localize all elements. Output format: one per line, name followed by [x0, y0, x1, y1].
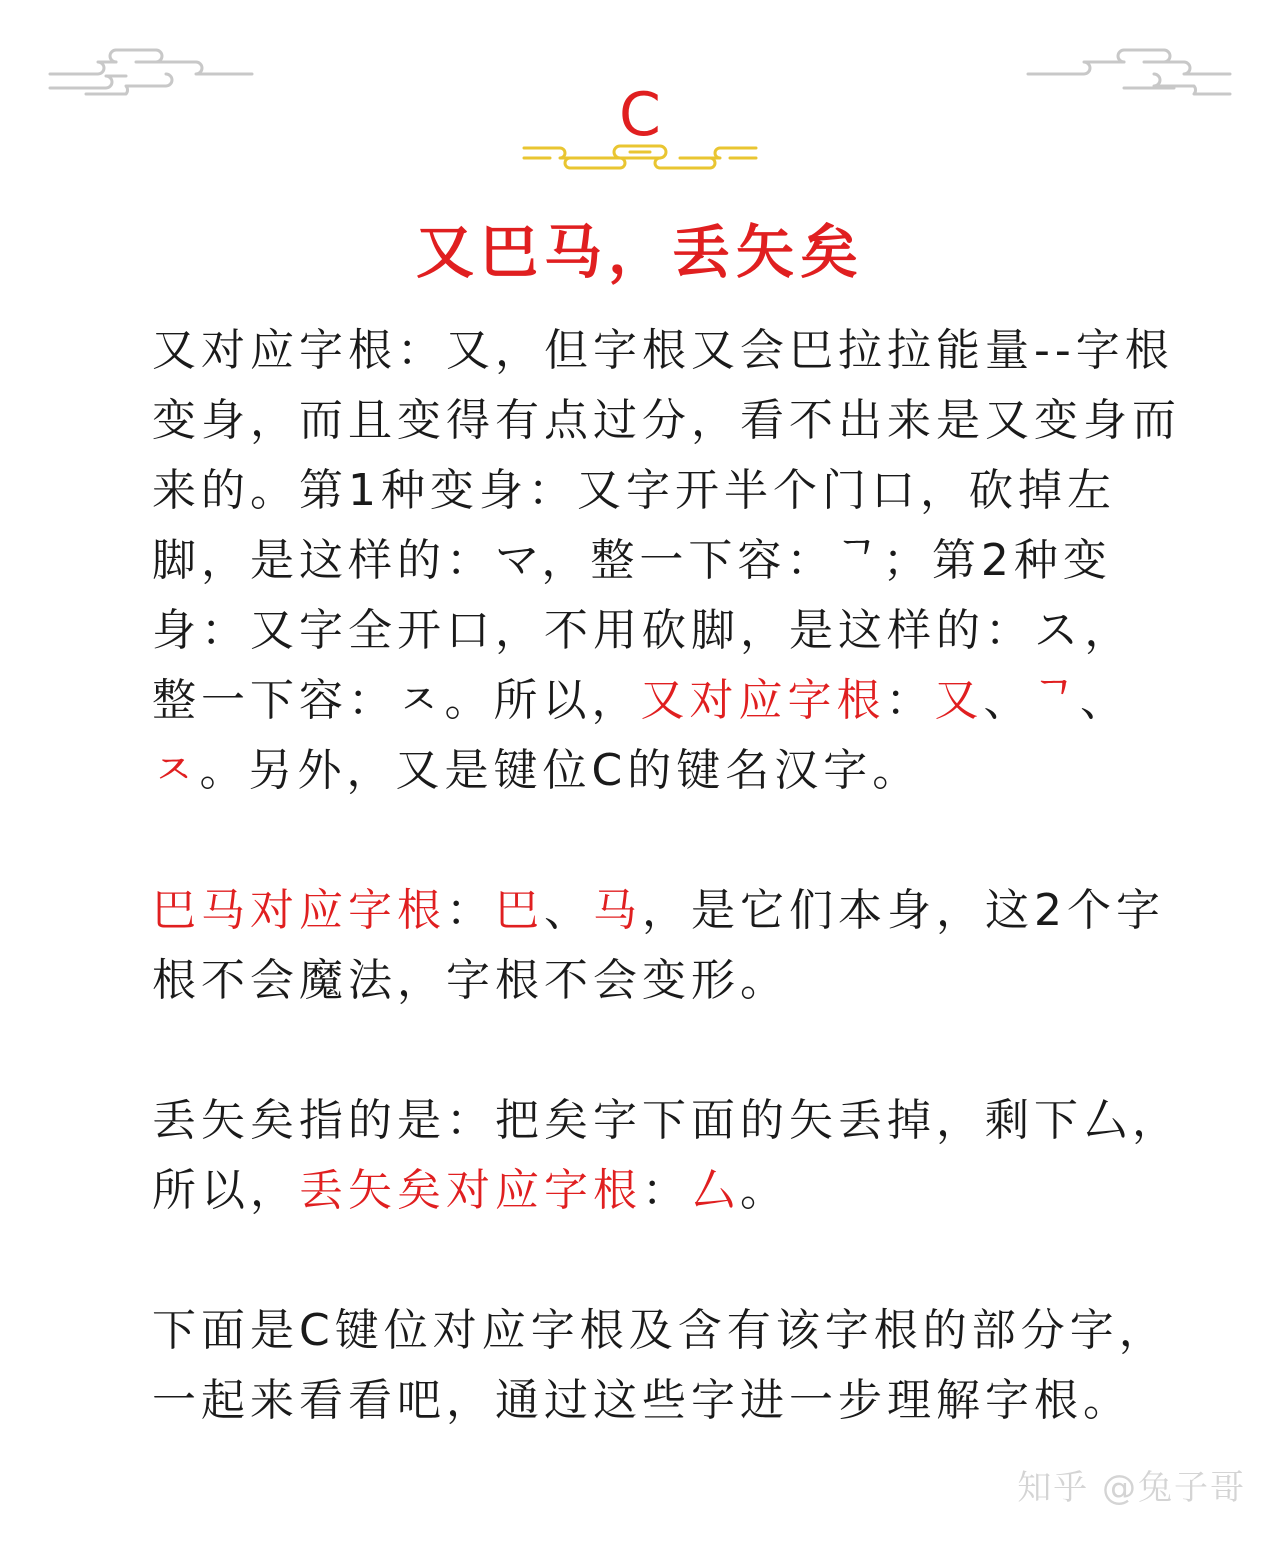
key-letter: C [619, 80, 661, 150]
text-segment: 又对应字根：又，但字根又会巴拉拉能量--字根变身，而且变得有点过分，看不出来是又变身而来的。第1种变身：又字开半个门口，砍掉左脚，是这样的：マ，整一下容：ᄀ；第2种变身：又字全开口，不用砍脚，是这样的：ス，整一下容：ㅈ。所以， [152, 325, 1181, 726]
page-title: 又巴马，丢矢矣 [415, 218, 864, 286]
text-segment: 下面是C键位对应字根及含有该字根的部分字，一起来看看吧，通过这些字进一步理解字根。 [152, 1305, 1168, 1426]
paragraph-intro [152, 1296, 1182, 1436]
highlighted-text: 巴马对应字根 [152, 885, 446, 936]
text-segment: ： [642, 1165, 691, 1216]
highlighted-text: ㅈ [152, 745, 200, 796]
text-segment: 、 [544, 885, 593, 936]
text-segment: 。 [740, 1165, 789, 1216]
highlighted-text: ᄀ [1032, 675, 1081, 726]
watermark: 知乎 @兔子哥 [1017, 1468, 1246, 1508]
text-segment: 丢矢矣指的是：把矣字下面的矢丢掉，剩下厶，所以， [152, 1095, 1181, 1216]
highlighted-text: 又对应字根 [640, 675, 886, 726]
highlighted-text: 又 [934, 675, 984, 726]
highlighted-text: 丢矢矣对应字根 [299, 1165, 642, 1216]
highlighted-text: 巴 [495, 885, 544, 936]
highlighted-text: 厶 [691, 1165, 740, 1216]
text-segment: 。另外，又是键位C的键名汉字。 [199, 745, 922, 796]
text-segment: ，是它们本身，这2个字根不会魔法，字根不会变形。 [152, 885, 1165, 1006]
paragraph-you [152, 316, 1182, 806]
paragraph-bama [152, 876, 1182, 1016]
highlighted-text: 马 [593, 885, 642, 936]
text-segment: 、 [983, 675, 1033, 726]
text-segment: 、 [1080, 675, 1130, 726]
text-segment: ： [885, 675, 935, 726]
article-body [152, 316, 1182, 1436]
text-segment: ： [446, 885, 495, 936]
paragraph-diushiyi [152, 1086, 1182, 1226]
